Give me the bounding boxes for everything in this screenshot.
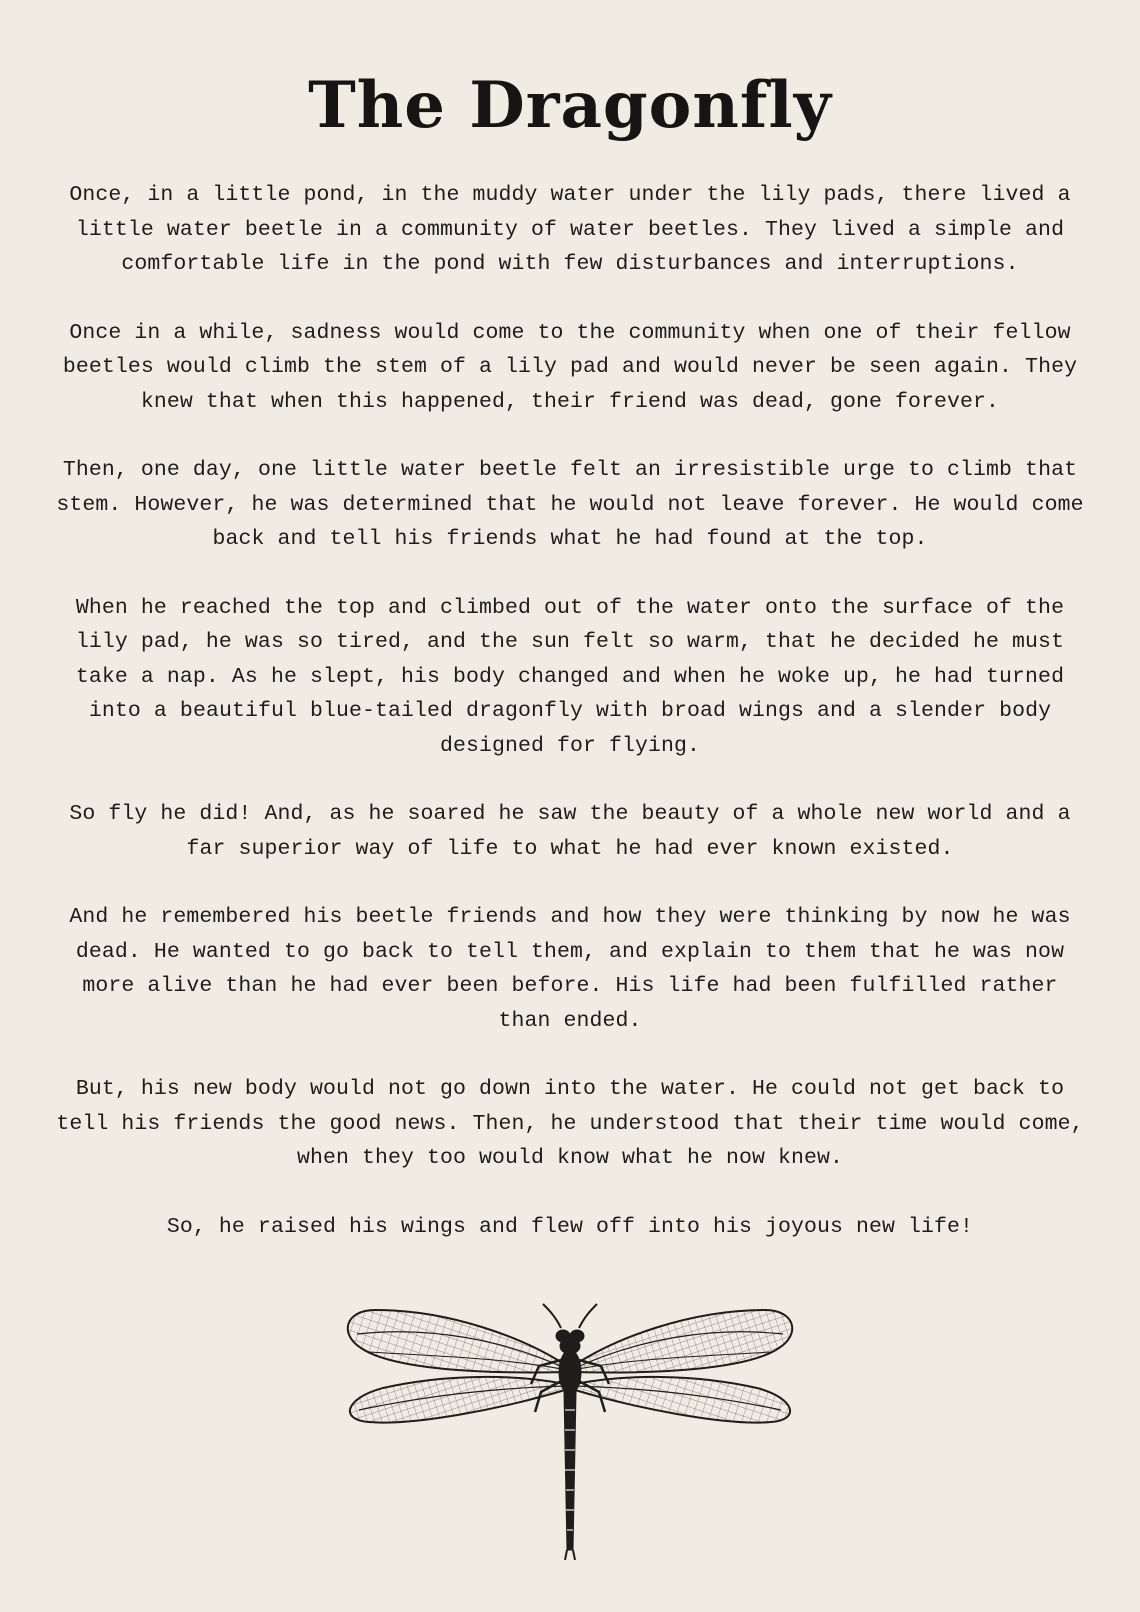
dragonfly-body xyxy=(531,1304,609,1560)
paragraph-8: So, he raised his wings and flew off into his joyous new life! xyxy=(166,1214,974,1239)
paragraph-4: When he reached the top and climbed out of the water onto the surface of the lily pad, he was so tired, and the sun felt so warm, that he decided he must take a nap. As he slept, his body changed and when he woke up, he had turned into a beautiful blue-tailed dragonfly with broad wings and a slender body designed for flying. xyxy=(75,595,1065,758)
paragraph-6: And he remembered his beetle friends and how they were thinking by now he was dead. He wanted to go back to tell them, and explain to them that he was now more alive than he had ever been before. His life had been fulfilled rather than ended. xyxy=(69,905,1071,1033)
paragraph-1: Once, in a little pond, in the muddy water under the lily pads, there lived a little water beetle in a community of water beetles. They lived a simple and comfortable life in the pond with few disturbances and interruptions. xyxy=(69,183,1071,276)
paragraph-2: Once in a while, sadness would come to the community when one of their fellow beetles would climb the stem of a lily pad and would never be seen again. They knew that when this happened, their friend was dead, gone forever. xyxy=(62,320,1078,414)
paragraph-3: Then, one day, one little water beetle felt an irresistible urge to climb that stem. However, he was determined that he would not leave forever. He would come back and tell his friends what he had found at the top. xyxy=(56,458,1084,551)
left-forewing xyxy=(348,1310,567,1372)
dragonfly-illustration xyxy=(335,1300,805,1560)
page-title: The Dragonfly xyxy=(308,68,832,143)
left-hindwing xyxy=(350,1377,565,1423)
paragraph-5: So fly he did! And, as he soared he saw the beauty of a whole new world and a far superior way of life to what he had ever known existed. xyxy=(69,802,1071,861)
story-body xyxy=(56,178,1084,1244)
right-forewing xyxy=(573,1310,792,1372)
right-hindwing xyxy=(575,1377,790,1423)
paragraph-7: But, his new body would not go down into the water. He could not get back to tell his friends the good news. Then, he understood that their time would come, when they too would know what he now knew. xyxy=(56,1077,1084,1170)
